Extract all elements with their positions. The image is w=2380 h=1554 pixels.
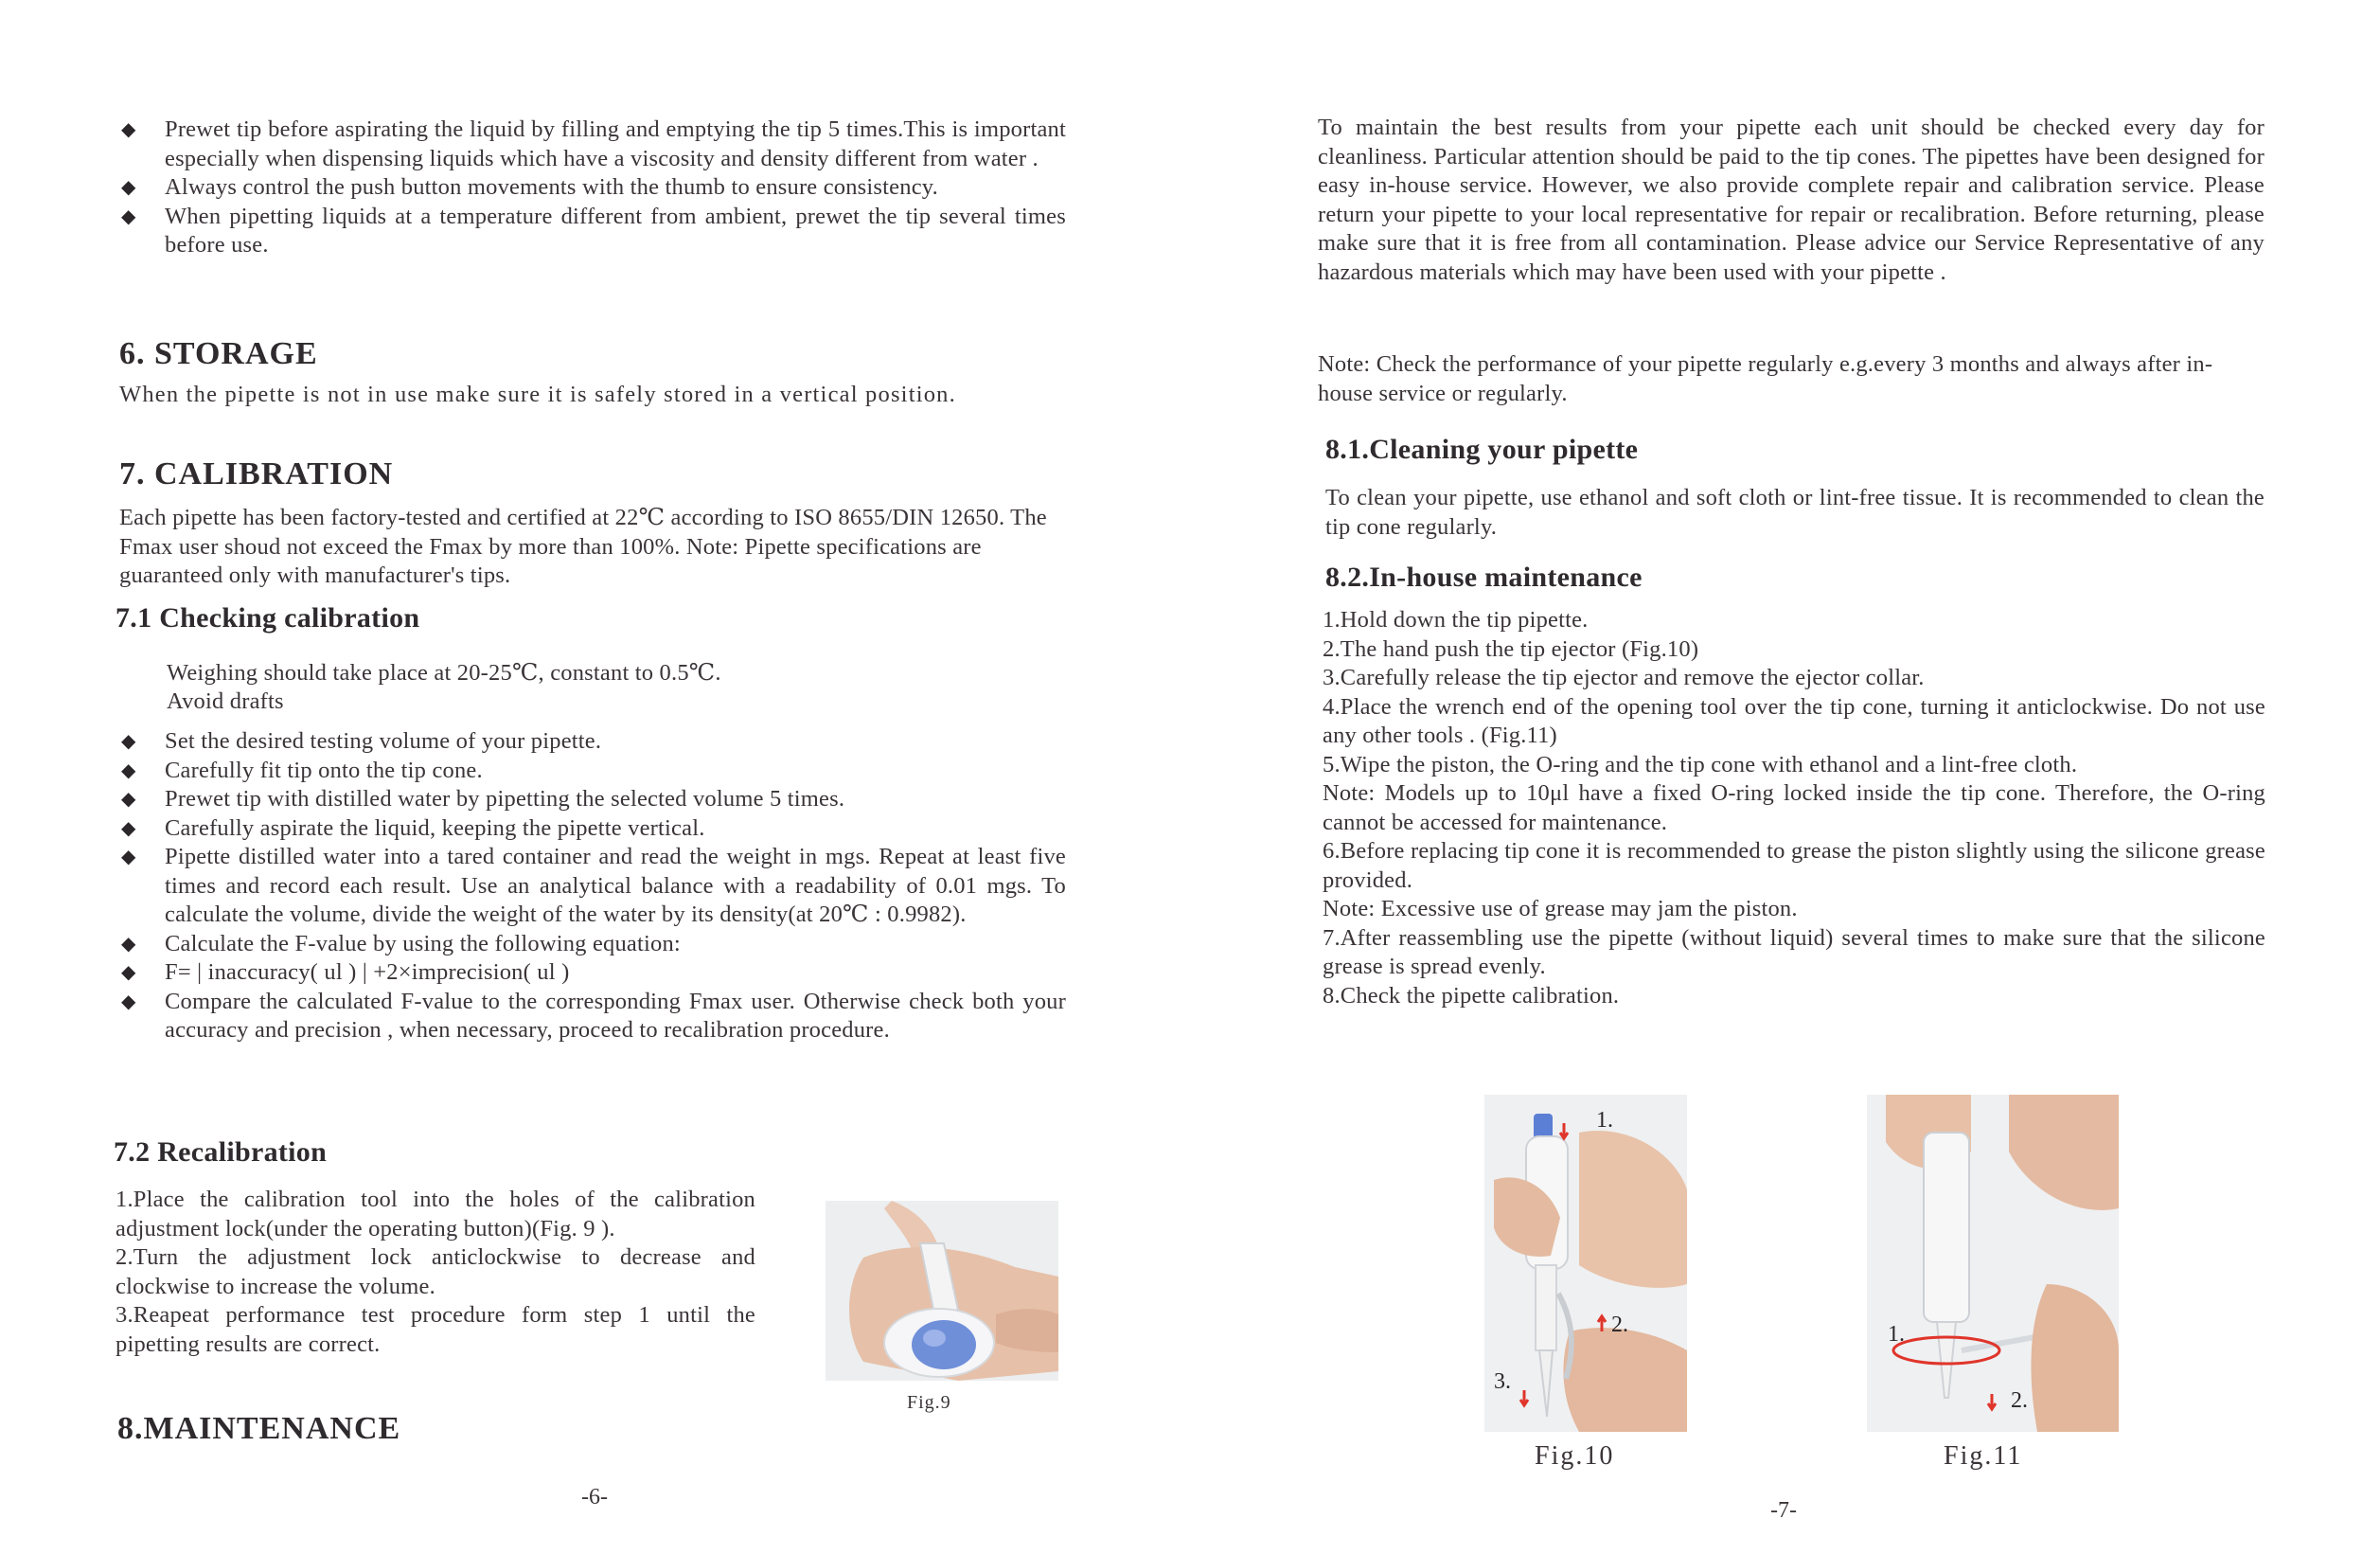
right-page: [1190, 0, 2380, 1554]
calibration-heading: 7. CALIBRATION: [119, 456, 394, 491]
diamond-bullet-icon: ◆: [121, 817, 136, 839]
list-item: ◆ When pipetting liquids at a temperature different from ambient, prewet the tip several times before use.: [121, 203, 1066, 258]
diamond-bullet-icon: ◆: [121, 933, 136, 955]
storage-heading: 6. STORAGE: [119, 336, 318, 371]
list-item: 8.Check the pipette calibration.: [1323, 982, 1620, 1009]
cleaning-heading: 8.1.Cleaning your pipette: [1325, 434, 1639, 465]
fig10-label-2: 2.: [1611, 1313, 1628, 1337]
calibration-tool-illustration: [826, 1201, 1058, 1381]
list-item: ◆ Carefully fit tip onto the tip cone.: [121, 757, 1066, 786]
list-item: ◆ Prewet tip with distilled water by pipetting the selected volume 5 times.: [121, 785, 1066, 814]
list-item: ◆ Carefully aspirate the liquid, keeping the pipette vertical.: [121, 814, 1066, 844]
list-item: Note: Models up to 10μl have a fixed O-ring locked inside the tip cone. Therefore, the O-ring cannot be accessed for maintenance.: [1323, 780, 2265, 835]
page-number-7: -7-: [1770, 1498, 1797, 1523]
recalibration-steps: [115, 1186, 755, 1359]
fig10-photo: [1484, 1095, 1687, 1432]
list-item: 7.After reassembling use the pipette (without liquid) several times to make sure that the silicone grease is spread evenly.: [1323, 924, 2265, 979]
fig10-label-1: 1.: [1596, 1108, 1613, 1133]
list-item: 2.The hand push the tip ejector (Fig.10): [1323, 635, 1699, 662]
cleaning-text: To clean your pipette, use ethanol and soft cloth or lint-free tissue. It is recommended to clean the tip cone regularly.: [1325, 485, 2265, 540]
diamond-bullet-icon: ◆: [121, 759, 136, 781]
list-item: ◆ Prewet tip before aspirating the liquid by filling and emptying the tip 5 times.This is important especially when dispensing liquids which have a viscosity and density different from water .: [121, 116, 1066, 171]
diamond-bullet-icon: ◆: [121, 789, 136, 810]
maintenance-heading: 8.MAINTENANCE: [117, 1411, 401, 1446]
list-item: ◆ Compare the calculated F-value to the corresponding Fmax user. Otherwise check both your accuracy and precision , when necessary, proceed to recalibration procedure.: [121, 988, 1066, 1043]
list-item: 1.Place the calibration tool into the holes of the calibration adjustment lock(under the operating button)(Fig. 9 ).: [115, 1187, 755, 1241]
list-item: 3.Reapeat performance test procedure form step 1 until the pipetting results are correct.: [115, 1302, 755, 1357]
list-item: 1.Hold down the tip pipette.: [1323, 607, 1589, 633]
intro-bullet-list: [121, 116, 1066, 260]
tip-ejector-illustration: [1484, 1095, 1687, 1432]
list-item: ◆ F= | inaccuracy( ul ) | +2×imprecision( ul ): [121, 958, 1066, 988]
list-item: Note: Excessive use of grease may jam the piston.: [1323, 896, 1798, 921]
list-item: ◆ Calculate the F-value by using the following equation:: [121, 930, 1066, 959]
list-item: 2.Turn the adjustment lock anticlockwise to decrease and clockwise to increase the volume.: [115, 1244, 755, 1299]
list-item: 6.Before replacing tip cone it is recommended to grease the piston slightly using the silicone grease provided.: [1323, 838, 2265, 893]
diamond-bullet-icon: ◆: [121, 962, 136, 983]
maintenance-text: To maintain the best results from your pipette each unit should be checked every day for cleanliness. Particular attention should be paid to the tip cones. The pipettes have been designed for easy in-house service. However, we also provide complete repair and calibration service. Please return your pipette to your local representative for repair or recalibration. Before returning, please make sure that it is free from all contamination. Please advice our Service Representative of any hazardous materials which may have been used with your pipette .: [1318, 115, 2265, 285]
diamond-bullet-icon: ◆: [121, 991, 136, 1012]
maintenance-note: Note: Check the performance of your pipette regularly e.g.every 3 months and always after in-house service or regularly.: [1318, 351, 2213, 406]
diamond-bullet-icon: ◆: [121, 847, 136, 867]
fig9-caption: Fig.9: [907, 1392, 951, 1413]
inhouse-steps: [1323, 606, 2265, 1010]
page-number-6: -6-: [581, 1485, 608, 1509]
list-item: 3.Carefully release the tip ejector and remove the ejector collar.: [1323, 665, 1925, 690]
checking-weighing-text: Weighing should take place at 20-25℃, constant to 0.5℃.: [167, 660, 721, 686]
fig11-label-2: 2.: [2011, 1388, 2028, 1413]
diamond-bullet-icon: ◆: [121, 177, 136, 198]
calibration-text: Each pipette has been factory-tested and certified at 22℃ according to ISO 8655/DIN 12650. The Fmax user shoud not exceed the Fmax by more than 100%. Note: Pipette specifications are guaranteed only with manufacturer's tips.: [119, 505, 1047, 588]
checking-calibration-heading: 7.1 Checking calibration: [115, 602, 420, 634]
list-item: ◆ Set the desired testing volume of your pipette.: [121, 727, 1066, 757]
list-item: 5.Wipe the piston, the O-ring and the tip cone with ethanol and a lint-free cloth.: [1323, 751, 2078, 777]
inhouse-maintenance-heading: 8.2.In-house maintenance: [1325, 562, 1643, 593]
fig9-photo: [826, 1201, 1058, 1381]
fig11-caption: Fig.11: [1944, 1441, 2023, 1471]
checking-bullet-list: [121, 727, 1066, 1045]
diamond-bullet-icon: ◆: [121, 205, 136, 227]
fig11-label-1: 1.: [1888, 1322, 1905, 1347]
list-item: ◆ Pipette distilled water into a tared container and read the weight in mgs. Repeat at least five times and record each result. Use an analytical balance with a readability of 0.01 mgs. To calculate the volume, divide the weight of the water by its density(at 20℃ : 0.9982).: [121, 844, 1066, 927]
list-item: ◆ Always control the push button movements with the thumb to ensure consistency.: [121, 173, 1066, 203]
fig10-label-3: 3.: [1494, 1369, 1511, 1394]
recalibration-heading: 7.2 Recalibration: [114, 1136, 328, 1168]
fig11-photo: [1867, 1095, 2119, 1432]
storage-text: When the pipette is not in use make sure it is safely stored in a vertical position.: [119, 382, 956, 407]
list-item: 4.Place the wrench end of the opening tool over the tip cone, turning it anticlockwise. Do not use any other tools . (Fig.11): [1323, 693, 2265, 748]
diamond-bullet-icon: ◆: [121, 119, 136, 140]
diamond-bullet-icon: ◆: [121, 731, 136, 752]
opening-tool-illustration: [1867, 1095, 2119, 1432]
checking-drafts-text: Avoid drafts: [167, 688, 284, 714]
fig10-caption: Fig.10: [1535, 1441, 1615, 1471]
